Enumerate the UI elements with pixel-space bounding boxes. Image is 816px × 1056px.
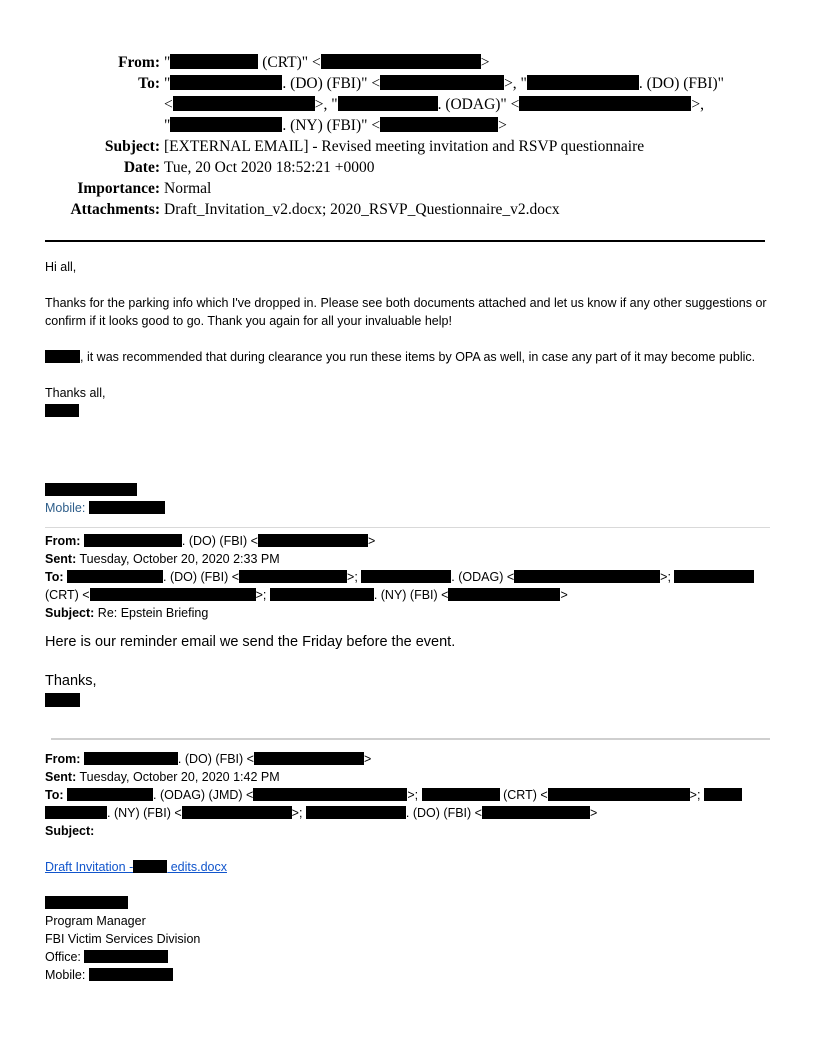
redaction <box>45 404 79 417</box>
from-label: From: <box>118 54 160 71</box>
redaction <box>45 483 137 496</box>
sig-office-row <box>45 948 770 966</box>
msg2-to-row: To: . (DO) (FBI) < >; . (ODAG) < >; (CRT) < >; . (NY) (FBI) < > <box>45 568 770 604</box>
paragraph-2-text: , it was recommended that during clearance you run these items by OPA as well, in case any part of it may become public. <box>80 350 756 364</box>
attachment-link-prefix[interactable]: Draft Invitation - <box>45 860 134 874</box>
redaction <box>45 693 80 707</box>
msg2-signoff: Thanks, <box>45 673 97 689</box>
msg3-from-value: . (DO) (FBI) < <box>177 752 254 766</box>
recipient-text: . (NY) (FBI) < <box>107 806 182 820</box>
redaction <box>173 96 315 111</box>
msg3-from-row: From: . (DO) (FBI) < > <box>45 752 372 766</box>
redaction <box>182 806 292 819</box>
redaction <box>45 806 107 819</box>
msg3-subject-row <box>45 822 770 840</box>
msg3-from-label: From: <box>45 752 81 766</box>
date-value: Tue, 20 Oct 2020 18:52:21 +0000 <box>164 159 375 176</box>
msg2-sent-value: Tuesday, October 20, 2020 2:33 PM <box>79 552 280 566</box>
recipient-text: . (ODAG)" <box>437 96 507 113</box>
redaction <box>45 350 80 363</box>
redaction <box>170 75 282 90</box>
header-to-row: To: " . (DO) (FBI)" < >, " . (DO) (FBI)" < >, " . (ODAG)" < >, " . (NY) (FBI)" < > <box>40 73 780 136</box>
redaction <box>254 752 364 765</box>
sig-mobile-label: Mobile: <box>45 968 86 982</box>
redaction <box>89 968 173 981</box>
from-value: (CRT)" <box>262 54 309 71</box>
attachment-link[interactable] <box>45 858 770 876</box>
redaction <box>380 75 504 90</box>
redaction <box>90 588 256 601</box>
msg2-sent-label: Sent: <box>45 552 77 566</box>
mobile-label: Mobile: <box>45 501 86 515</box>
redaction <box>45 896 128 909</box>
msg2-sent-row <box>45 550 770 568</box>
redaction <box>84 752 178 765</box>
recipient-text: (CRT) < <box>45 588 90 602</box>
attachments-label: Attachments: <box>70 201 160 218</box>
redaction <box>674 570 754 583</box>
header-subject-row <box>40 136 780 157</box>
date-label: Date: <box>123 159 160 176</box>
header-importance-row <box>40 178 780 199</box>
msg2-from-row: From: . (DO) (FBI) < > <box>45 534 376 548</box>
msg2-to-label: To: <box>45 570 64 584</box>
redaction <box>482 806 590 819</box>
recipient-text: . (DO) (FBI)" <box>282 75 368 92</box>
to-label: To: <box>138 75 160 92</box>
email-header <box>40 52 780 220</box>
paragraph-1: Thanks for the parking info which I've dropped in. Please see both documents attached and let us know if any other suggestions or confirm if it looks good to go. Thank you again for all your invaluable help! <box>45 296 767 328</box>
header-from-row: From: " (CRT)" < > <box>40 52 780 73</box>
redaction <box>170 54 258 69</box>
msg2-from-value: . (DO) (FBI) < <box>181 534 258 548</box>
msg2-from-label: From: <box>45 534 81 548</box>
redaction <box>338 96 438 111</box>
redaction <box>67 788 153 801</box>
msg2-subject-value: Re: Epstein Briefing <box>97 606 209 620</box>
redaction <box>548 788 690 801</box>
sig-mobile-row <box>45 966 770 984</box>
redaction <box>270 588 374 601</box>
redaction <box>704 788 742 801</box>
redaction <box>89 501 165 514</box>
recipient-text: . (DO) (FBI) < <box>405 806 482 820</box>
recipient-text: . (NY) (FBI)" <box>282 117 368 134</box>
msg2-subject-row <box>45 604 770 622</box>
redaction <box>519 96 691 111</box>
msg3-to-label: To: <box>45 788 64 802</box>
sig-title: Program Manager <box>45 914 146 928</box>
recipient-text: (CRT) < <box>503 788 548 802</box>
recipient-text: . (ODAG) (JMD) < <box>153 788 254 802</box>
redaction <box>133 860 167 873</box>
redaction <box>380 117 498 132</box>
attachment-link-suffix[interactable]: edits.docx <box>167 860 227 874</box>
redaction <box>448 588 560 601</box>
msg3-sent-label: Sent: <box>45 770 77 784</box>
redaction <box>84 534 182 547</box>
subject-value: [EXTERNAL EMAIL] - Revised meeting invitation and RSVP questionnaire <box>164 138 645 155</box>
redaction <box>422 788 500 801</box>
email-body <box>45 258 770 984</box>
redaction <box>84 950 168 963</box>
subject-label: Subject: <box>104 138 160 155</box>
importance-value: Normal <box>164 180 212 197</box>
sig-office-label: Office: <box>45 950 81 964</box>
redaction <box>170 117 282 132</box>
importance-label: Importance: <box>77 180 160 197</box>
redaction <box>67 570 163 583</box>
recipient-text: . (ODAG) < <box>451 570 515 584</box>
redaction <box>527 75 639 90</box>
redaction <box>306 806 406 819</box>
msg3-to-row: To: . (ODAG) (JMD) < >; (CRT) < >; . (NY) (FBI) < >; . (DO) (FBI) < > <box>45 786 770 822</box>
signature-link[interactable] <box>45 444 140 458</box>
attachments-value[interactable]: Draft_Invitation_v2.docx; 2020_RSVP_Questionnaire_v2.docx <box>164 201 560 218</box>
paragraph-2 <box>45 348 770 366</box>
redaction <box>253 788 407 801</box>
msg3-subject-label: Subject: <box>45 824 95 838</box>
greeting: Hi all, <box>45 260 77 274</box>
msg2-body: Here is our reminder email we send the Friday before the event. <box>45 634 456 650</box>
redaction <box>239 570 347 583</box>
redaction <box>514 570 660 583</box>
sig-division: FBI Victim Services Division <box>45 932 201 946</box>
recipient-text: . (DO) (FBI)" <box>638 75 724 92</box>
header-date-row <box>40 157 780 178</box>
redaction <box>258 534 368 547</box>
redaction <box>321 54 481 69</box>
redaction <box>361 570 451 583</box>
header-divider <box>45 240 765 242</box>
msg3-sent-row <box>45 768 770 786</box>
recipient-text: . (DO) (FBI) < <box>163 570 240 584</box>
recipient-text: . (NY) (FBI) < <box>373 588 449 602</box>
header-attachments-row <box>40 199 780 220</box>
msg3-sent-value: Tuesday, October 20, 2020 1:42 PM <box>79 770 280 784</box>
msg2-subject-label: Subject: <box>45 606 95 620</box>
signoff: Thanks all, <box>45 386 106 400</box>
